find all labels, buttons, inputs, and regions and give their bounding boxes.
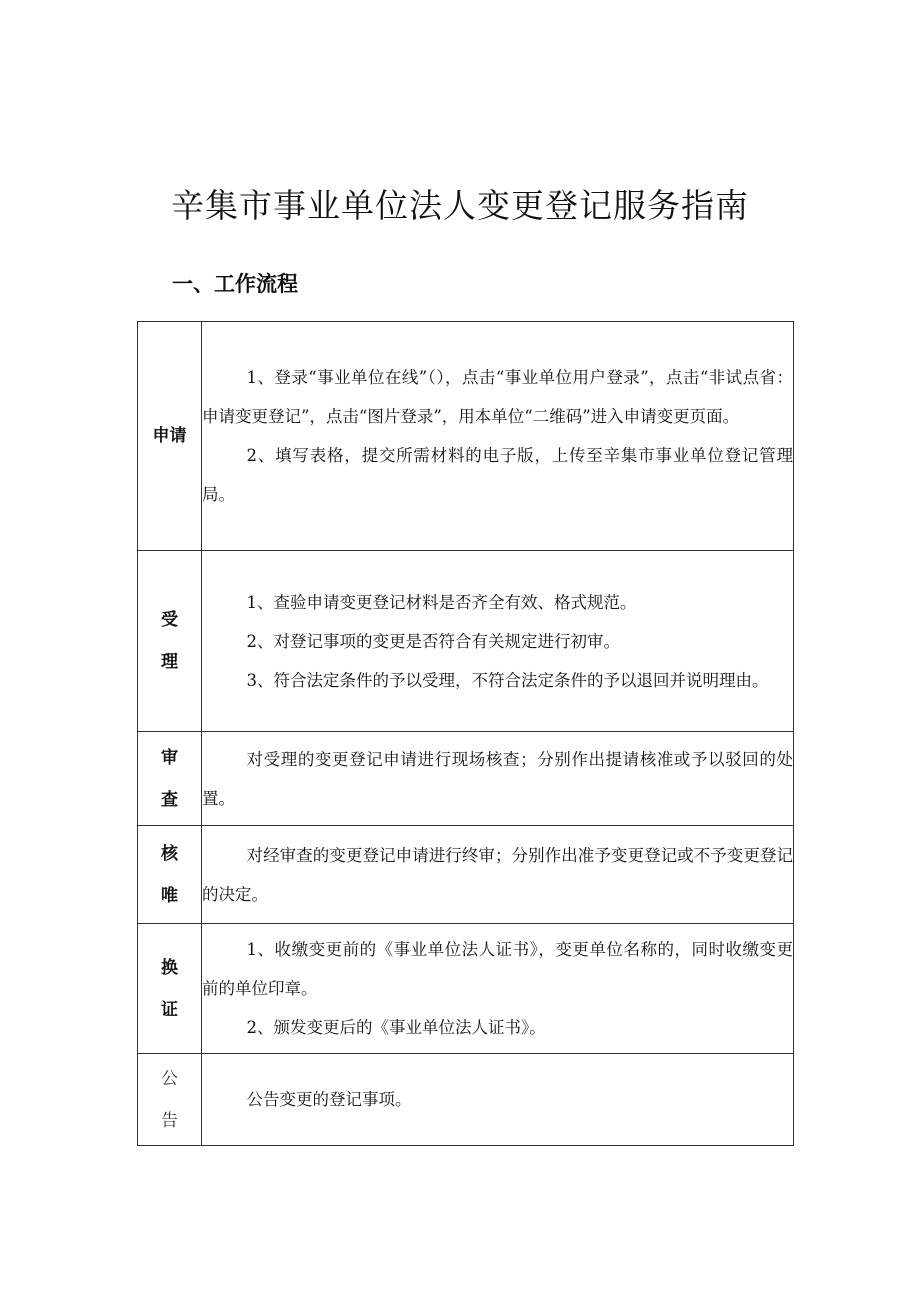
- step-label-accept: [138, 551, 202, 732]
- step-label-char: 告: [161, 1110, 178, 1131]
- step-label-char: 唯: [161, 885, 178, 906]
- step-row-review: [138, 732, 794, 826]
- step-paragraph: 1、登录“事业单位在线”（），点击“事业单位用户登录”，点击“非试点省：申请变更登记”，点击“图片登录”，用本单位“二维码”进入申请变更页面。: [202, 368, 793, 426]
- step-label-char: 核: [161, 843, 178, 864]
- step-label-text: 申请: [152, 426, 187, 446]
- step-label-announce: [138, 1054, 202, 1146]
- step-content-approve: [202, 826, 794, 924]
- step-content-apply: [202, 322, 794, 551]
- workflow-table: [137, 321, 794, 1146]
- step-label-char: 审: [161, 747, 178, 768]
- step-label-char: 证: [161, 999, 178, 1020]
- step-paragraph: 1、收缴变更前的《事业单位法人证书》，变更单位名称的，同时收缴变更前的单位印章。: [202, 940, 793, 998]
- step-label-char: 受: [161, 610, 178, 630]
- step-label-char: 公: [161, 1068, 178, 1089]
- step-content-review: [202, 732, 794, 826]
- step-label-apply: [138, 322, 202, 551]
- step-paragraph: 对受理的变更登记申请进行现场核查；分别作出提请核准或予以驳回的处置。: [202, 749, 793, 808]
- step-label-approve: [138, 826, 202, 924]
- step-row-approve: [138, 826, 794, 924]
- page-title: 辛集市事业单位法人变更登记服务指南: [171, 186, 749, 225]
- step-content-accept: [202, 551, 794, 732]
- step-label-char: 换: [161, 957, 178, 978]
- step-label-certificate: [138, 924, 202, 1054]
- step-row-announce: [138, 1054, 794, 1146]
- section-heading: 一、工作流程: [172, 272, 298, 296]
- step-label-char: 理: [161, 652, 178, 672]
- step-paragraph: 1、查验申请变更登记材料是否齐全有效、格式规范。: [246, 592, 637, 612]
- step-row-apply: [138, 322, 794, 551]
- step-paragraph: 公告变更的登记事项。: [246, 1090, 412, 1109]
- step-paragraph: 2、对登记事项的变更是否符合有关规定进行初审。: [246, 631, 621, 651]
- step-label-review: [138, 732, 202, 826]
- step-paragraph: 2、填写表格，提交所需材料的电子版，上传至辛集市事业单位登记管理局。: [202, 446, 793, 504]
- step-row-certificate: [138, 924, 794, 1054]
- step-paragraph: 3、符合法定条件的予以受理，不符合法定条件的予以退回并说明理由。: [246, 670, 769, 690]
- step-content-announce: [202, 1054, 794, 1146]
- step-paragraph: 2、颁发变更后的《事业单位法人证书》。: [246, 1018, 546, 1037]
- step-row-accept: [138, 551, 794, 732]
- step-label-char: 查: [161, 789, 178, 810]
- step-paragraph: 对经审查的变更登记申请进行终审；分别作出准予变更登记或不予变更登记的决定。: [202, 845, 793, 904]
- step-content-certificate: [202, 924, 794, 1054]
